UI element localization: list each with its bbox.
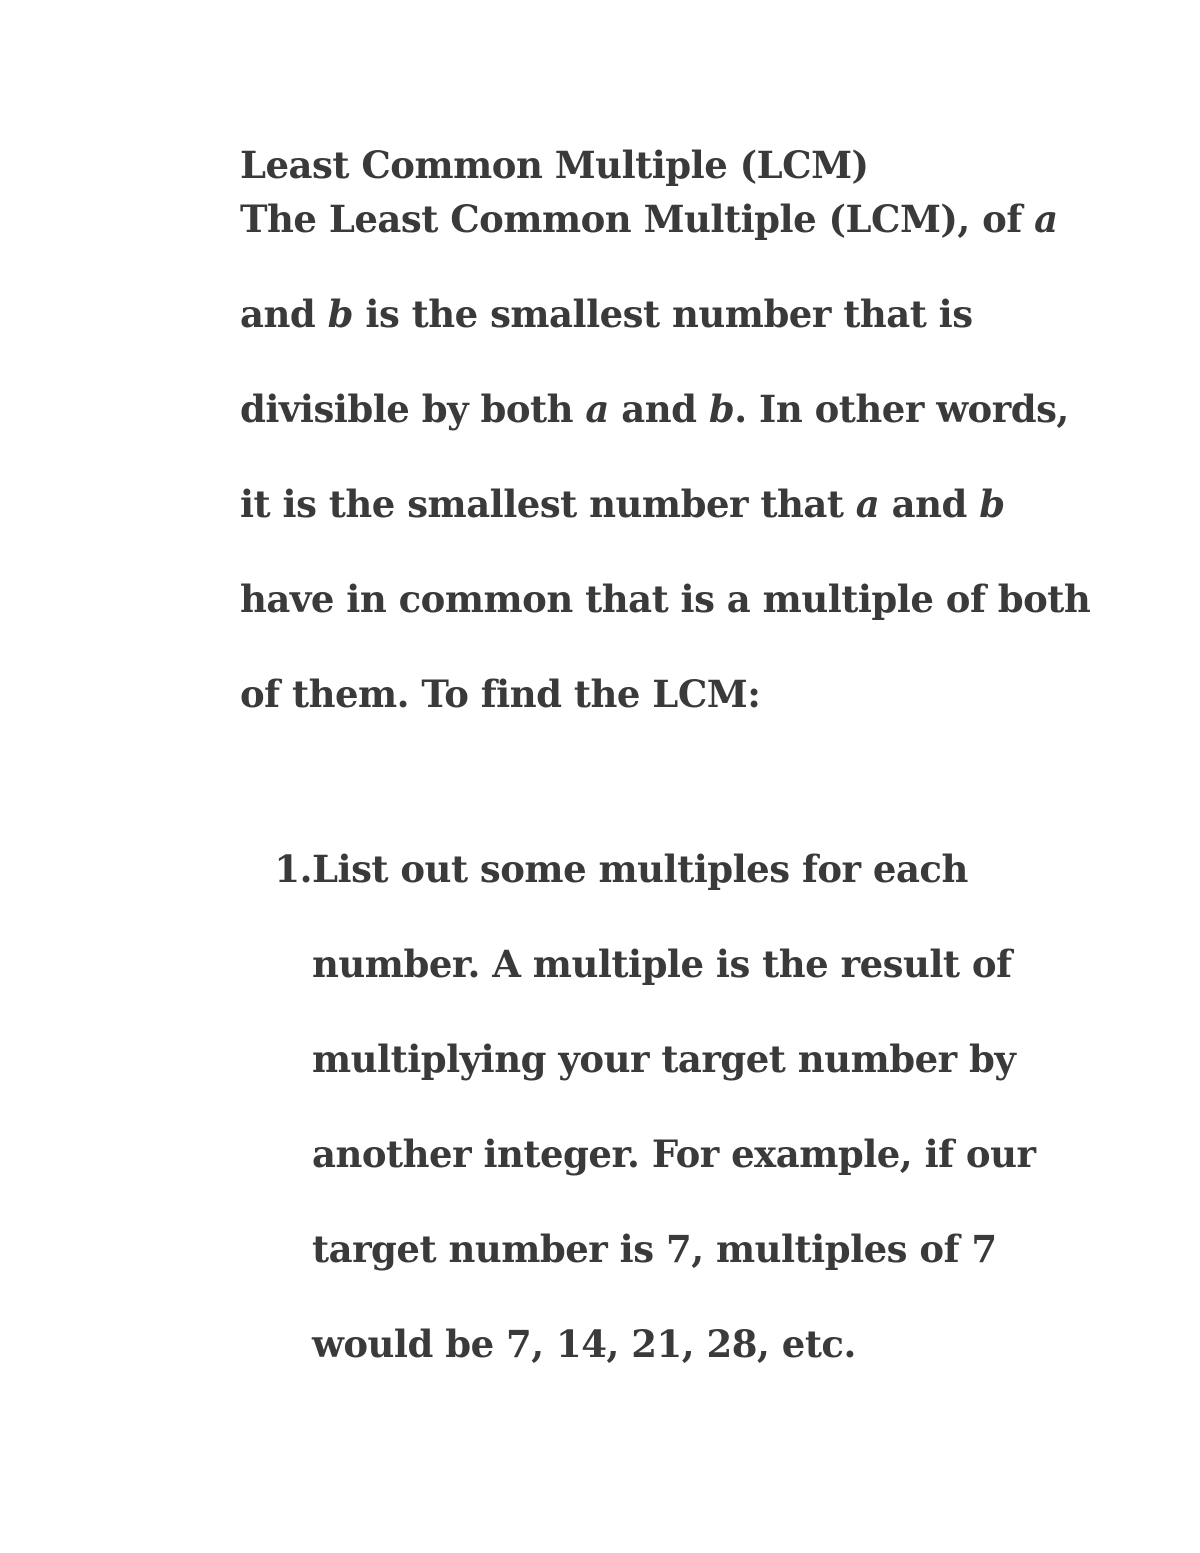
intro-line-2-post: is the smallest number that is <box>353 292 973 336</box>
intro-paragraph <box>240 172 1091 742</box>
variable-a: a <box>585 387 609 431</box>
list-item-line: multiplying your target number by <box>312 1037 1016 1081</box>
intro-line-3 <box>240 362 1080 457</box>
list-item-number: 1. <box>274 847 312 891</box>
intro-line-5: have in common that is a multiple of both <box>240 577 1091 621</box>
intro-line-3-pre: divisible by both <box>240 387 586 431</box>
intro-line-1-text: The Least Common Multiple (LCM), of <box>240 197 1035 241</box>
variable-a: a <box>1034 197 1058 241</box>
steps-list <box>240 822 1080 1392</box>
intro-line-2-pre: and <box>240 292 328 336</box>
list-item <box>240 822 1080 1392</box>
document-title: Least Common Multiple (LCM) <box>240 143 869 187</box>
variable-a: a <box>855 482 880 526</box>
intro-line-2 <box>240 267 1080 362</box>
list-item-body <box>312 822 1036 1392</box>
list-item-line: target number is 7, multiples of 7 <box>312 1227 997 1271</box>
intro-line-4-mid: and <box>879 482 980 526</box>
intro-line-1 <box>240 172 1080 267</box>
intro-line-4-pre: it is the smallest number that <box>240 482 856 526</box>
intro-line-3-mid: and <box>608 387 709 431</box>
list-item-line: another integer. For example, if our <box>312 1132 1036 1176</box>
list-item-line: would be 7, 14, 21, 28, etc. <box>312 1322 856 1366</box>
variable-b: b <box>708 387 735 431</box>
list-item-line: number. A multiple is the result of <box>312 942 1012 986</box>
list-item-line: List out some multiples for each <box>312 847 968 891</box>
intro-line-3-post: . In other words, <box>734 387 1069 431</box>
document-page <box>240 138 1091 1392</box>
intro-line-4 <box>240 457 1080 552</box>
variable-b: b <box>979 482 1005 526</box>
variable-b: b <box>327 292 354 336</box>
intro-line-6: of them. To find the LCM: <box>240 672 761 716</box>
